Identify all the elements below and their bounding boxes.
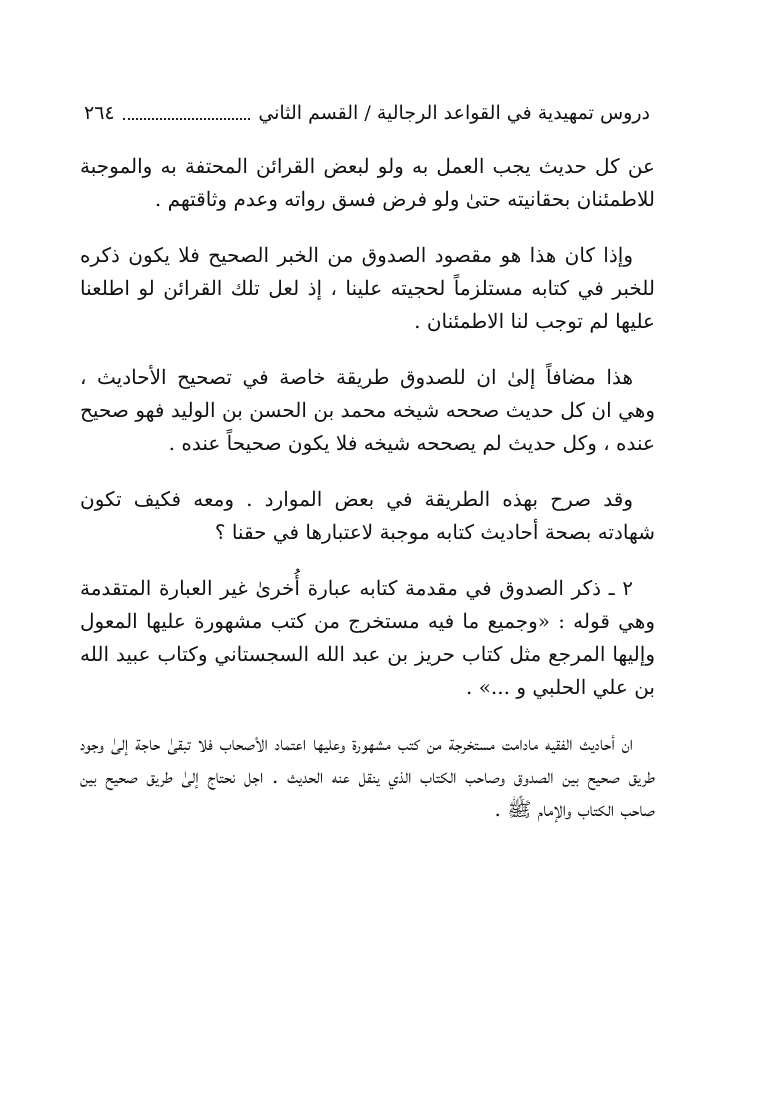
page-number: ٢٦٤: [84, 102, 115, 124]
paragraph: ٢ ـ ذكر الصدوق في مقدمة كتابه عبارة أُخرىٰ غير العبارة المتقدمة وهي قوله : «وجميع ما فيه مستخرج من كتب مشهورة عليها المعول وإليها المرجع مثل كتاب حريز بن عبد الله السجستاني وكتاب عبيد الله بن علي الحلبي و ...» .: [80, 576, 655, 699]
paragraph: ان أحاديث الفقيه مادامت مستخرجة من كتب مشهورة وعليها اعتماد الأصحاب فلا تبقىٰ حاجة إلىٰ وجود طريق صحيح بين الصدوق وصاحب الكتاب الذي ينقل عنه الحديث . اجل نحتاج إلىٰ طريق صحيح بين صاحب الكتاب والإمام ﷺ .: [80, 731, 655, 821]
paragraph: وقد صرح بهذه الطريقة في بعض الموارد . ومعه فكيف تكون شهادته بصحة أحاديث كتابه موجبة لاعتبارها في حقنا ؟: [80, 487, 655, 544]
paragraph: هذا مضافاً إلىٰ ان للصدوق طريقة خاصة في تصحيح الأحاديث ، وهي ان كل حديث صححه شيخه محمد بن الحسن بن الوليد فهو صحيح عنده ، وكل حديث لم يصححه شيخه فلا يكون صحيحاً عنده .: [80, 365, 655, 455]
running-header: [84, 98, 650, 128]
paragraph: عن كل حديث يجب العمل به ولو لبعض القرائن المحتفة به والموجبة للاطمئنان بحقانيته حتىٰ ولو فرض فسق رواته وعدم وثاقتهم .: [80, 154, 655, 211]
running-title: دروس تمهيدية في القواعد الرجالية / القسم الثاني: [258, 102, 650, 124]
paragraph: وإذا كان هذا هو مقصود الصدوق من الخبر الصحيح فلا يكون ذكره للخبر في كتابه مستلزماً لحجيته علينا ، إذ لعل تلك القرائن لو اطلعنا عليها لم توجب لنا الاطمئنان .: [80, 243, 655, 333]
leader-dots: [123, 118, 251, 120]
body-text: [80, 150, 655, 826]
